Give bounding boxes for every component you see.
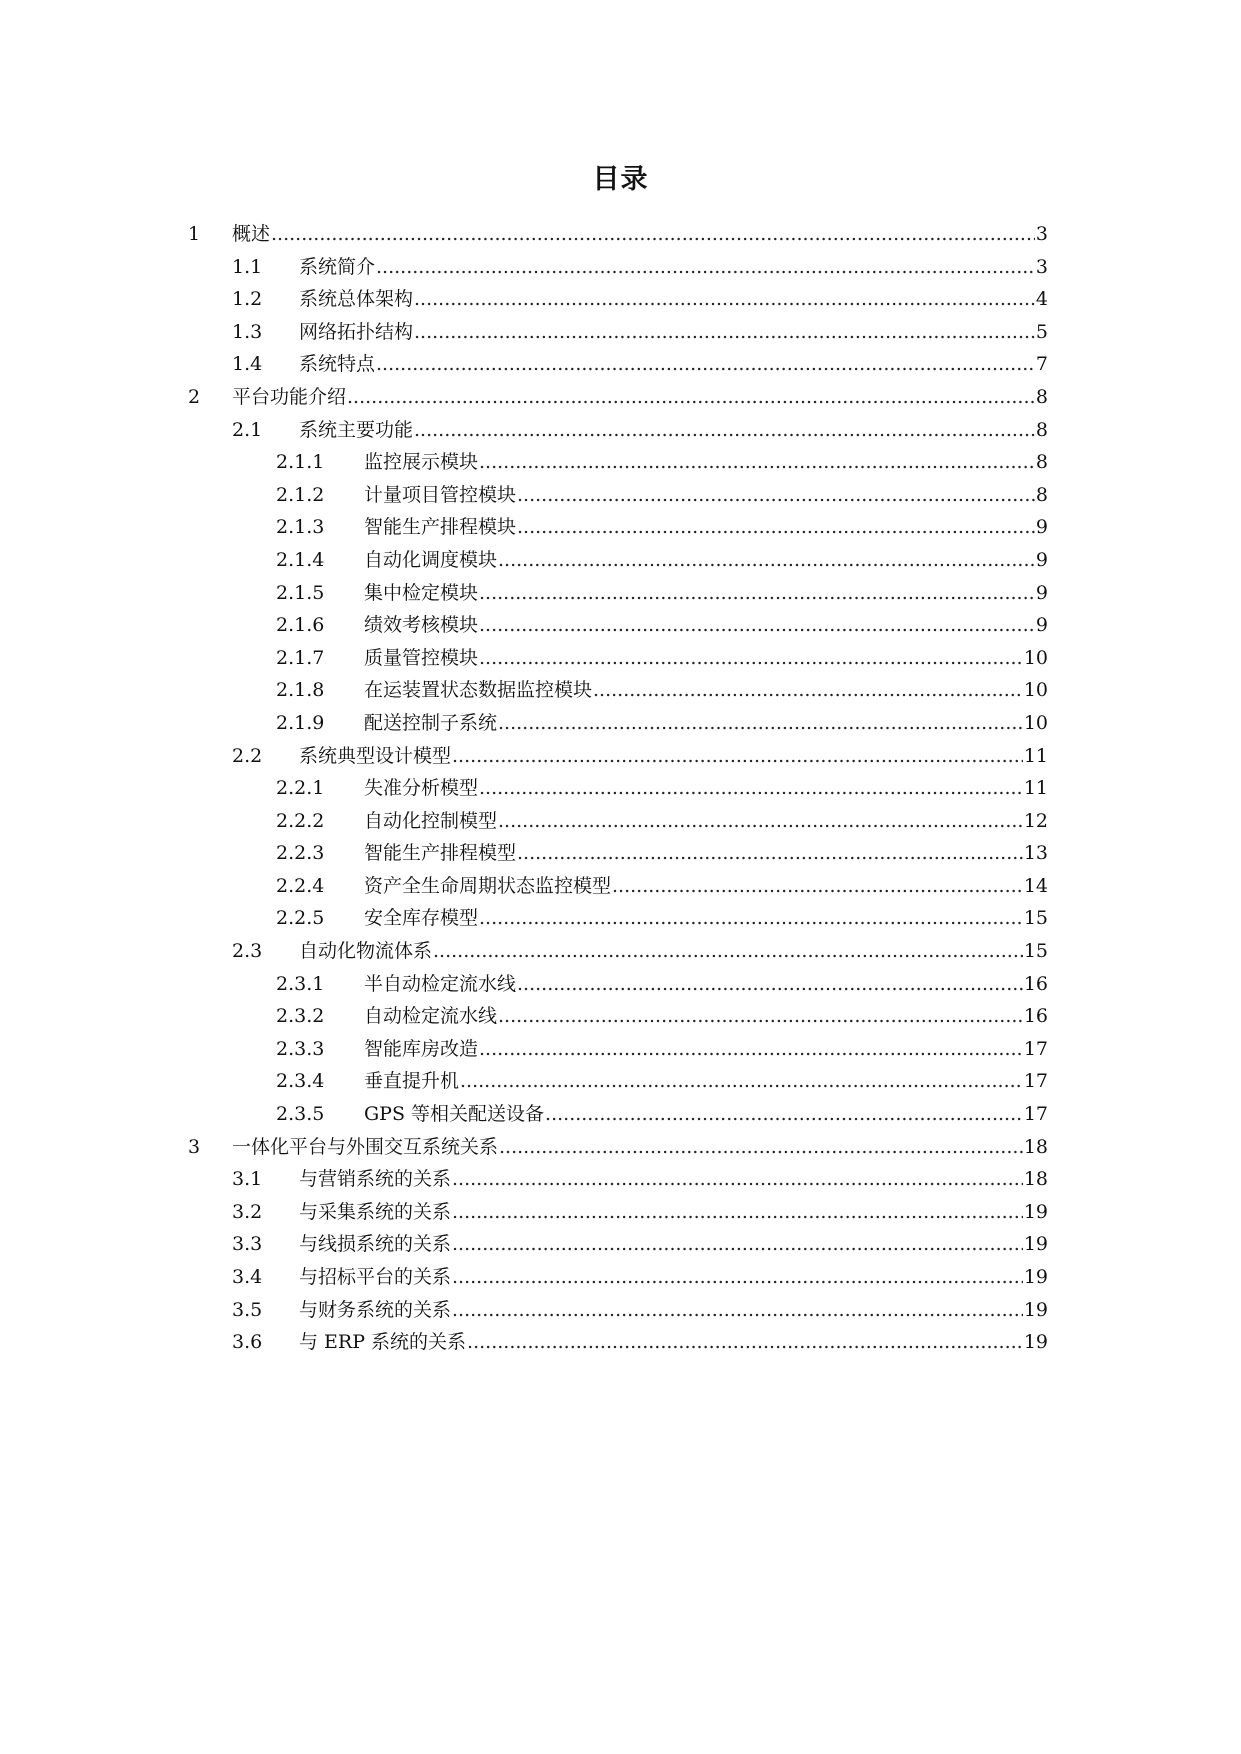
toc-entry-2-1-1[interactable]	[0, 446, 1241, 479]
dot-leader	[498, 805, 1023, 838]
toc-entry-number: 3.4	[232, 1266, 263, 1288]
dot-leader	[593, 674, 1023, 707]
toc-entry-3-3[interactable]	[0, 1228, 1241, 1261]
dot-leader	[545, 1098, 1023, 1131]
toc-entry-page-number: 19	[1023, 1266, 1048, 1288]
toc-entry-page-number: 8	[1035, 418, 1048, 441]
toc-entry-row	[364, 805, 1048, 838]
toc-entry-2-3-1[interactable]	[0, 968, 1241, 1001]
toc-entry-label[interactable]: 垂直提升机	[364, 1070, 460, 1093]
dot-leader	[517, 837, 1023, 870]
toc-entry-2-1-4[interactable]	[0, 544, 1241, 577]
toc-entry-number: 2.1.1	[276, 451, 325, 474]
toc-entry-page-number: 4	[1035, 288, 1048, 311]
toc-entry-number: 2.1	[232, 418, 263, 441]
toc-entry-page-number: 16	[1023, 1005, 1048, 1028]
toc-entry-label[interactable]: 与线损系统的关系	[299, 1233, 452, 1256]
dot-leader	[479, 642, 1023, 675]
toc-entry-row	[364, 511, 1048, 544]
toc-entry-row	[299, 1163, 1048, 1196]
dot-leader	[479, 577, 1035, 610]
dot-leader	[452, 740, 1023, 773]
dot-leader	[433, 935, 1023, 968]
toc-entry-row	[299, 1196, 1048, 1229]
toc-entry-page-number: 19	[1023, 1331, 1048, 1354]
dot-leader	[467, 1326, 1023, 1359]
toc-entry-number: 3.5	[232, 1298, 263, 1321]
toc-entry-row	[364, 642, 1048, 675]
toc-entry-page-number: 15	[1023, 907, 1048, 930]
toc-entry-2-1-7[interactable]	[0, 642, 1241, 675]
toc-entry-number: 2.1.7	[276, 646, 325, 669]
toc-entry-label[interactable]: 自动检定流水线	[364, 1005, 498, 1028]
toc-entry-row	[364, 1065, 1048, 1098]
toc-entry-page-number: 3	[1035, 223, 1048, 245]
toc-entry-row	[364, 968, 1048, 1001]
toc-entry-page-number: 12	[1023, 809, 1048, 832]
toc-entry-row	[364, 674, 1048, 707]
toc-entry-row	[364, 772, 1048, 805]
toc-entry-row	[299, 1228, 1048, 1261]
toc-entry-number: 3.2	[232, 1200, 263, 1223]
toc-entry-page-number: 10	[1023, 646, 1048, 669]
toc-entry-page-number: 5	[1035, 320, 1048, 343]
dot-leader	[414, 316, 1035, 349]
toc-entry-label[interactable]: 与招标平台的关系	[299, 1266, 452, 1288]
dot-leader	[499, 1131, 1023, 1164]
toc-entry-2-3-3[interactable]	[0, 1033, 1241, 1066]
toc-entry-label[interactable]: 与财务系统的关系	[299, 1298, 452, 1321]
toc-entry-2-2[interactable]	[0, 740, 1241, 773]
toc-entry-number: 1.4	[232, 353, 263, 376]
toc-entry-page-number: 11	[1023, 744, 1048, 767]
toc-entry-label[interactable]: 计量项目管控模块	[364, 483, 517, 506]
toc-entry-row	[232, 1131, 1048, 1164]
toc-entry-2[interactable]	[0, 381, 1241, 414]
dot-leader	[498, 1000, 1023, 1033]
toc-entry-number: 3.1	[232, 1168, 263, 1191]
toc-entry-2-1[interactable]	[0, 414, 1241, 447]
toc-entry-1[interactable]	[0, 218, 1241, 251]
toc-entry-number: 2.1.3	[276, 516, 325, 539]
toc-entry-number: 2.1.9	[276, 711, 325, 734]
dot-leader	[452, 1196, 1023, 1229]
toc-entry-1-4[interactable]	[0, 348, 1241, 381]
toc-entry-page-number: 7	[1035, 353, 1048, 376]
toc-entry-row	[299, 1294, 1048, 1327]
toc-entry-row	[299, 935, 1048, 968]
toc-entry-page-number: 9	[1035, 614, 1048, 637]
toc-entry-label[interactable]: 在运装置状态数据监控模块	[364, 679, 593, 702]
toc-entry-2-1-5[interactable]	[0, 577, 1241, 610]
dot-leader	[414, 414, 1035, 447]
toc-entry-row	[299, 1326, 1048, 1359]
toc-entry-page-number: 8	[1035, 451, 1048, 474]
toc-entry-2-1-8[interactable]	[0, 674, 1241, 707]
dot-leader	[517, 968, 1023, 1001]
toc-entry-number: 2.2.5	[276, 907, 325, 930]
toc-entry-page-number: 19	[1023, 1233, 1048, 1256]
toc-entry-label[interactable]: 安全库存模型	[364, 907, 479, 930]
dot-leader	[271, 218, 1035, 251]
toc-entry-label[interactable]: 系统典型设计模型	[299, 744, 452, 767]
toc-entry-label[interactable]: 质量管控模块	[364, 646, 479, 669]
toc-entry-number: 1.2	[232, 288, 263, 311]
toc-entry-label[interactable]: 资产全生命周期状态监控模型	[364, 874, 612, 897]
toc-entry-row	[299, 348, 1048, 381]
toc-entry-row	[364, 870, 1048, 903]
dot-leader	[376, 251, 1035, 284]
toc-entry-row	[232, 381, 1048, 414]
toc-entry-number: 2.2.1	[276, 777, 325, 800]
toc-entry-1-2[interactable]	[0, 283, 1241, 316]
toc-entry-2-3[interactable]	[0, 935, 1241, 968]
toc-entry-row	[364, 577, 1048, 610]
dot-leader	[612, 870, 1023, 903]
toc-entry-page-number: 10	[1023, 711, 1048, 734]
toc-entry-page-number: 19	[1023, 1200, 1048, 1223]
toc-entry-page-number: 9	[1035, 581, 1048, 604]
toc-entry-row	[364, 1000, 1048, 1033]
toc-entry-page-number: 9	[1035, 548, 1048, 571]
dot-leader	[498, 544, 1035, 577]
toc-entry-label[interactable]: 与 ERP 系统的关系	[299, 1331, 467, 1354]
toc-entry-number: 2.2.4	[276, 874, 325, 897]
toc-entry-number: 1	[188, 223, 201, 245]
toc-entry-row	[364, 902, 1048, 935]
toc-entry-3[interactable]	[0, 1131, 1241, 1164]
dot-leader	[452, 1261, 1023, 1294]
toc-entry-label[interactable]: 配送控制子系统	[364, 711, 498, 734]
toc-entry-label[interactable]: 智能库房改造	[364, 1037, 479, 1060]
dot-leader	[498, 707, 1023, 740]
toc-entry-label[interactable]: 网络拓扑结构	[299, 320, 414, 343]
toc-entry-2-2-4[interactable]	[0, 870, 1241, 903]
toc-entry-number: 2.3.2	[276, 1005, 325, 1028]
toc-entry-row	[364, 446, 1048, 479]
toc-entry-2-2-5[interactable]	[0, 902, 1241, 935]
toc-entry-row	[364, 707, 1048, 740]
toc-entry-label[interactable]: 概述	[232, 223, 271, 245]
toc-entry-label[interactable]: 与营销系统的关系	[299, 1168, 452, 1191]
dot-leader	[517, 511, 1035, 544]
toc-entry-page-number: 17	[1023, 1103, 1048, 1126]
toc-entry-3-4[interactable]	[0, 1261, 1241, 1294]
toc-entry-label[interactable]: 自动化控制模型	[364, 809, 498, 832]
toc-entry-row	[364, 1033, 1048, 1066]
page-title: 目录	[592, 164, 649, 195]
toc-entry-number: 2.1.5	[276, 581, 325, 604]
toc-entry-2-1-6[interactable]	[0, 609, 1241, 642]
toc-entry-label[interactable]: 自动化物流体系	[299, 940, 433, 963]
toc-entry-number: 2.1.4	[276, 548, 325, 571]
toc-entry-page-number: 11	[1023, 777, 1048, 800]
toc-entry-3-1[interactable]	[0, 1163, 1241, 1196]
toc-entry-row	[364, 609, 1048, 642]
toc-entry-row	[299, 740, 1048, 773]
toc-entry-number: 2.1.8	[276, 679, 325, 702]
toc-entry-label[interactable]: 一体化平台与外围交互系统关系	[232, 1135, 499, 1158]
toc-entry-number: 2.3	[232, 940, 263, 963]
toc-entry-label[interactable]: 与采集系统的关系	[299, 1200, 452, 1223]
dot-leader	[479, 1033, 1023, 1066]
toc-entry-page-number: 14	[1023, 874, 1048, 897]
toc-entry-page-number: 17	[1023, 1070, 1048, 1093]
toc-entry-2-3-4[interactable]	[0, 1065, 1241, 1098]
toc-entry-label[interactable]: 失准分析模型	[364, 777, 479, 800]
toc-entry-1-1[interactable]	[0, 251, 1241, 284]
toc-entry-page-number: 10	[1023, 679, 1048, 702]
toc-entry-label[interactable]: 智能生产排程模型	[364, 842, 517, 865]
toc-entry-label[interactable]: 自动化调度模块	[364, 548, 498, 571]
toc-entry-page-number: 16	[1023, 972, 1048, 995]
dot-leader	[479, 609, 1035, 642]
toc-entry-row	[299, 414, 1048, 447]
table-of-contents	[0, 218, 1241, 1359]
dot-leader	[376, 348, 1035, 381]
toc-entry-row	[364, 1098, 1048, 1131]
toc-entry-2-3-2[interactable]	[0, 1000, 1241, 1033]
toc-entry-label[interactable]: 系统主要功能	[299, 418, 414, 441]
toc-entry-row	[364, 837, 1048, 870]
toc-entry-3-6[interactable]	[0, 1326, 1241, 1359]
toc-entry-row	[299, 316, 1048, 349]
toc-entry-row	[299, 251, 1048, 284]
toc-entry-label[interactable]: GPS 等相关配送设备	[364, 1103, 545, 1126]
toc-entry-page-number: 13	[1023, 842, 1048, 865]
toc-entry-number: 2.1.6	[276, 614, 325, 637]
toc-entry-label[interactable]: 绩效考核模块	[364, 614, 479, 637]
dot-leader	[479, 772, 1023, 805]
toc-entry-label[interactable]: 系统简介	[299, 255, 376, 278]
toc-entry-label[interactable]: 平台功能介绍	[232, 385, 347, 408]
toc-entry-2-1-9[interactable]	[0, 707, 1241, 740]
toc-entry-label[interactable]: 集中检定模块	[364, 581, 479, 604]
toc-entry-label[interactable]: 监控展示模块	[364, 451, 479, 474]
toc-entry-number: 2	[188, 385, 201, 408]
dot-leader	[414, 283, 1035, 316]
dot-leader	[517, 479, 1035, 512]
toc-entry-label[interactable]: 系统特点	[299, 353, 376, 376]
toc-entry-3-2[interactable]	[0, 1196, 1241, 1229]
toc-entry-2-2-2[interactable]	[0, 805, 1241, 838]
toc-entry-label[interactable]: 半自动检定流水线	[364, 972, 517, 995]
toc-entry-number: 2.2	[232, 744, 263, 767]
dot-leader	[452, 1294, 1023, 1327]
toc-entry-number: 2.3.1	[276, 972, 325, 995]
toc-entry-number: 2.3.4	[276, 1070, 325, 1093]
toc-entry-2-2-1[interactable]	[0, 772, 1241, 805]
toc-entry-3-5[interactable]	[0, 1294, 1241, 1327]
toc-entry-page-number: 3	[1035, 255, 1048, 278]
toc-entry-page-number: 19	[1023, 1298, 1048, 1321]
toc-entry-label[interactable]: 智能生产排程模块	[364, 516, 517, 539]
toc-entry-page-number: 8	[1035, 385, 1048, 408]
toc-entry-1-3[interactable]	[0, 316, 1241, 349]
dot-leader	[452, 1228, 1023, 1261]
dot-leader	[452, 1163, 1023, 1196]
toc-entry-2-3-5[interactable]	[0, 1098, 1241, 1131]
toc-entry-page-number: 18	[1023, 1135, 1048, 1158]
toc-entry-label[interactable]: 系统总体架构	[299, 288, 414, 311]
dot-leader	[460, 1065, 1023, 1098]
toc-entry-number: 2.2.2	[276, 809, 325, 832]
toc-entry-page-number: 8	[1035, 483, 1048, 506]
toc-entry-row	[364, 544, 1048, 577]
toc-entry-row	[299, 1261, 1048, 1294]
toc-entry-page-number: 17	[1023, 1037, 1048, 1060]
toc-entry-row	[364, 479, 1048, 512]
toc-entry-number: 2.2.3	[276, 842, 325, 865]
toc-entry-page-number: 9	[1035, 516, 1048, 539]
toc-entry-page-number: 15	[1023, 940, 1048, 963]
toc-entry-number: 2.3.3	[276, 1037, 325, 1060]
toc-entry-number: 2.3.5	[276, 1103, 325, 1126]
toc-entry-number: 1.1	[232, 255, 263, 278]
toc-entry-number: 3.6	[232, 1331, 263, 1354]
toc-entry-number: 3.3	[232, 1233, 263, 1256]
toc-entry-2-1-2[interactable]	[0, 479, 1241, 512]
dot-leader	[347, 381, 1035, 414]
dot-leader	[479, 446, 1035, 479]
toc-entry-number: 2.1.2	[276, 483, 325, 506]
dot-leader	[479, 902, 1023, 935]
toc-entry-page-number: 18	[1023, 1168, 1048, 1191]
toc-entry-row	[299, 283, 1048, 316]
toc-entry-2-1-3[interactable]	[0, 511, 1241, 544]
toc-entry-number: 1.3	[232, 320, 263, 343]
toc-entry-number: 3	[188, 1135, 201, 1158]
toc-entry-2-2-3[interactable]	[0, 837, 1241, 870]
toc-entry-row	[232, 218, 1048, 251]
